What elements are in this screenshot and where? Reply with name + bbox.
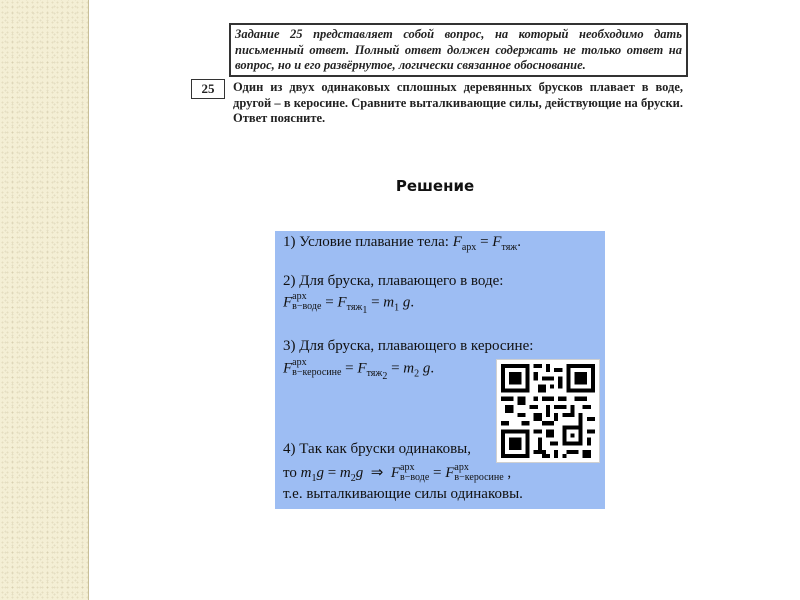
task-intro-box	[229, 23, 688, 77]
qr-code	[496, 359, 600, 463]
solution-step-2-formula: F арх в−воде = $F_{тяж_1} = m_1$ g.	[283, 291, 415, 317]
solution-title: Решение	[395, 177, 475, 195]
solution-step-3-formula: F арх в−керосине = $F_{тяж_2} = m_2$ g.	[283, 357, 435, 383]
solution-step-3-heading: 3) Для бруска, плавающего в керосине:	[283, 338, 534, 354]
task-question: Один из двух одинаковых сплошных деревянных брусков плавает в воде, другой – в керосине. Сравните выталкивающие силы, действующие на бруски. Ответ поясните.	[233, 80, 683, 125]
solution-step-4-heading: 4) Так как бруски одинаковы,	[283, 441, 471, 457]
left-decorative-strip	[0, 0, 89, 600]
task-number: 25	[191, 79, 225, 99]
solution-step-1: 1) Условие плавание тела: $F_{арх} = F_{тяж}$.	[283, 234, 521, 253]
solution-step-4-formula: то $m_1g = m_2g$ ⇒ F арх в−воде = F арх в−керосине ,	[283, 461, 512, 484]
solution-conclusion: т.е. выталкивающие силы одинаковы.	[283, 486, 523, 502]
task-intro-text: Задание 25 представляет собой вопрос, на который необходимо дать письменный ответ. Полный ответ должен содержать не только ответ на вопрос, но и его развёрнутое, логически связанное обоснование.	[235, 27, 682, 72]
solution-step-2-heading: 2) Для бруска, плавающего в воде:	[283, 273, 504, 289]
